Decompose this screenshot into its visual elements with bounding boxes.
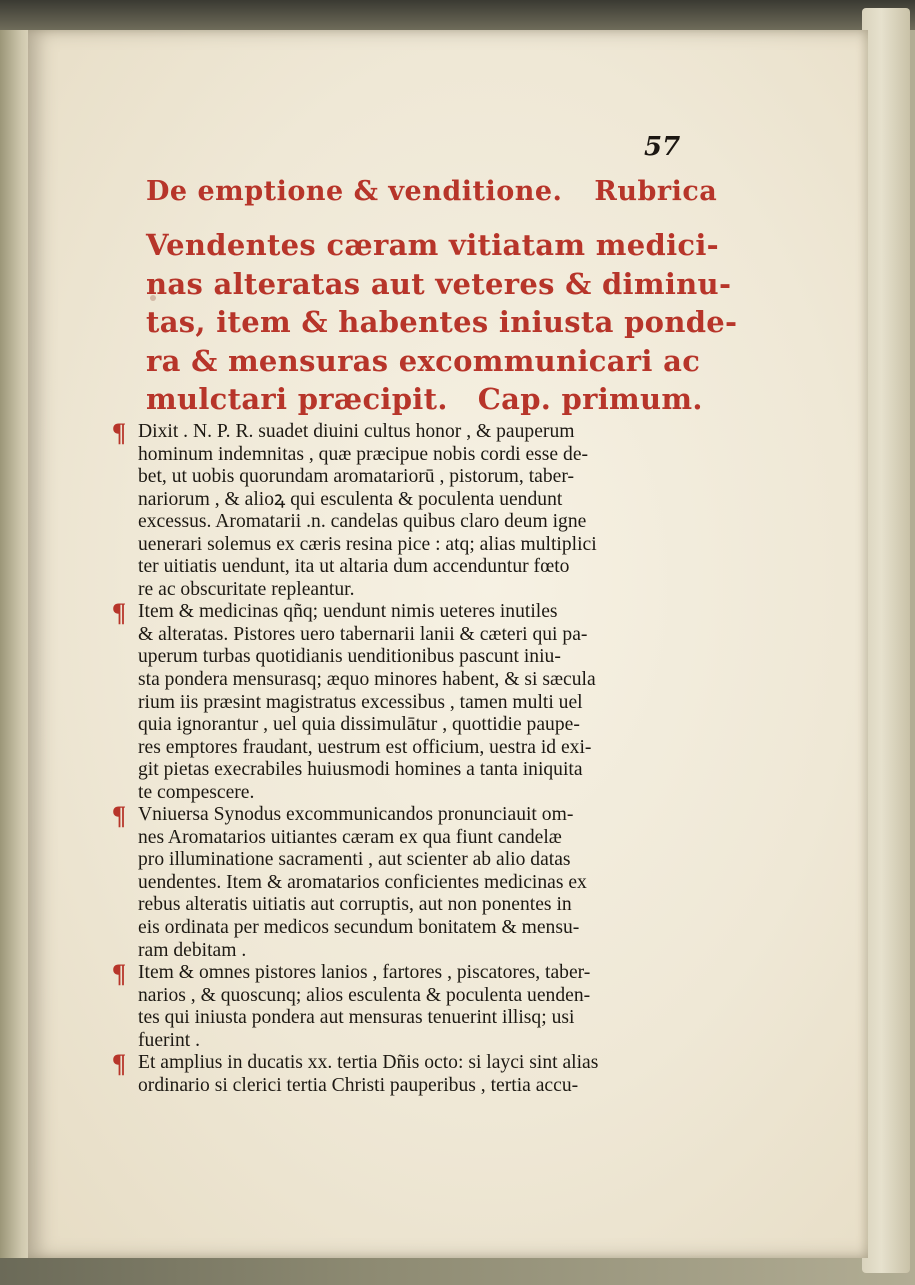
binding-top-edge	[0, 0, 915, 30]
text-line: ordinario si clerici tertia Christi pauperibus , tertia accu-	[138, 1074, 579, 1096]
heading-line: nas alteratas aut veteres & diminu-	[146, 266, 732, 301]
text-line: uendentes. Item & aromatarios conficientes medicinas ex	[138, 871, 587, 893]
rubric-block	[146, 172, 738, 419]
text-line: ter uitiatis uendunt, ita ut altaria dum accenduntur fœto	[138, 556, 570, 578]
text-line: ram debitam .	[138, 939, 247, 961]
text-line: uperum turbas quotidianis uenditionibus pascunt iniu-	[138, 646, 561, 668]
text-line: uenerari solemus ex cæris resina pice : atq; alias multiplici	[138, 533, 597, 555]
text-line: excessus. Aromatarii .n. candelas quibus claro deum igne	[138, 511, 587, 533]
binding-right-board	[862, 8, 910, 1273]
text-line: bet, ut uobis quorundam aromatariorū , pistorum, taber-	[138, 466, 575, 488]
chapter-heading	[146, 226, 738, 419]
text-line: Item & omnes pistores lanios , fartores , piscatores, taber-	[138, 962, 591, 984]
folio-number: 57	[644, 132, 681, 162]
text-line: rium iis præsint magistratus excessibus , tamen multi uel	[138, 691, 583, 713]
text-line: te compescere.	[138, 781, 255, 803]
text-line: & alteratas. Pistores uero tabernarii lanii & cæteri qui pa-	[138, 623, 588, 645]
rubric-label: Rubrica	[594, 176, 718, 207]
paragraph-1	[112, 418, 678, 601]
text-line: res emptores fraudant, uestrum est officium, uestra id exi-	[138, 736, 592, 758]
text-line: Dixit . N. P. R. suadet diuini cultus honor , & pauperum	[138, 421, 575, 442]
body-text	[112, 418, 678, 1097]
pilcrow-mark: ¶	[112, 418, 127, 447]
text-line: sta pondera mensurasq; æquo minores habent, & si sæcula	[138, 669, 596, 691]
heading-line: ra & mensuras excommunicari ac	[146, 343, 701, 378]
chapter-label: Cap. primum.	[477, 382, 703, 416]
paragraph-4	[112, 959, 678, 1052]
text-line: eis ordinata per medicos secundum bonitatem & mensu-	[138, 917, 580, 939]
pilcrow-mark: ¶	[112, 598, 127, 628]
heading-last-text: mulctari præcipit.	[146, 382, 448, 416]
heading-line: Vendentes cæram vitiatam medici-	[146, 228, 720, 262]
heading-line: tas, item & habentes iniusta ponde-	[146, 305, 738, 339]
text-line: pro illuminatione sacramenti , aut scienter ab alio datas	[138, 849, 571, 871]
text-line: fuerint .	[138, 1029, 201, 1051]
text-line: Vniuersa Synodus excommunicandos pronunciauit om-	[138, 804, 574, 826]
text-line: quia ignorantur , uel quia dissimulātur , quottidie paupe-	[138, 714, 580, 736]
text-line: Et amplius in ducatis xx. tertia Dñis octo: si layci sint alias	[138, 1052, 599, 1074]
heading-line-last	[146, 380, 703, 419]
pilcrow-mark: ¶	[112, 1049, 127, 1079]
text-line: hominum indemnitas , quæ præcipue nobis cordi esse de-	[138, 443, 589, 465]
rubric-title: De emptione & venditione.	[146, 176, 563, 207]
text-line: tes qui iniusta pondera aut mensuras tenuerint illisq; usi	[138, 1007, 575, 1029]
pilcrow-mark: ¶	[112, 959, 127, 989]
text-line: narios , & quoscunq; alios esculenta & poculenta uenden-	[138, 984, 591, 1006]
paragraph-5	[112, 1049, 678, 1097]
paragraph-2	[112, 598, 678, 804]
text-line: nariorum , & alioꝝ qui esculenta & poculenta uendunt	[138, 488, 563, 510]
text-line: Item & medicinas qñq; uendunt nimis ueteres inutiles	[138, 601, 558, 623]
paragraph-3	[112, 801, 678, 962]
pilcrow-mark: ¶	[112, 801, 127, 831]
text-line: re ac obscuritate repleantur.	[138, 578, 355, 600]
text-line: git pietas execrabiles huiusmodi homines a tanta iniquita	[138, 759, 583, 781]
text-line: rebus alteratis uitiatis aut corruptis, aut non ponentes in	[138, 894, 572, 916]
text-line: nes Aromatarios uitiantes cæram ex qua fiunt candelæ	[138, 826, 562, 848]
rubric-title-line	[146, 172, 718, 212]
